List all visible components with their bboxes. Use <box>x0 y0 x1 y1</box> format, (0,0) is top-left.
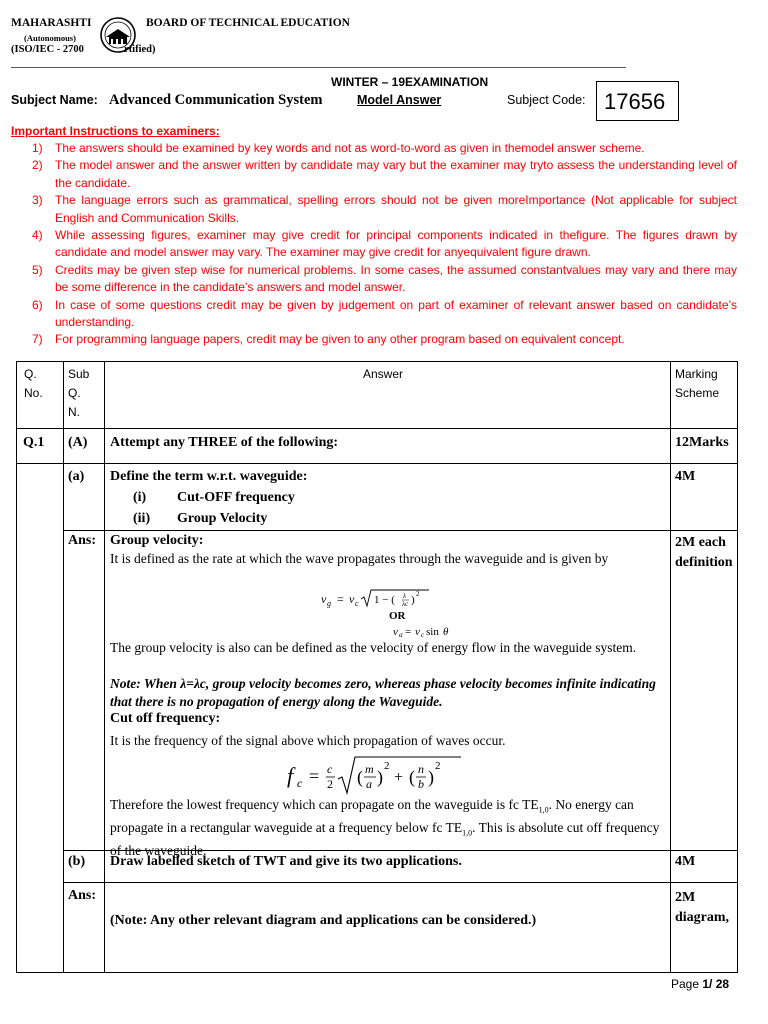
paragraph-text: . No energy can propagate in a rectangular waveguide at a frequency below fc TE <box>110 797 634 836</box>
instruction-text: The answers should be examined by key words and not as word-to-word as given in themodel answer scheme. <box>55 141 645 155</box>
instruction-number: 4) <box>32 228 43 243</box>
instruction-item <box>11 140 737 157</box>
row-divider <box>63 882 737 883</box>
instruction-item <box>11 331 737 348</box>
equation-or: OR <box>389 610 406 622</box>
instruction-number: 7) <box>32 332 43 347</box>
cutoff-frequency-equation <box>285 753 485 797</box>
svg-text:v: v <box>393 626 398 637</box>
svg-text:λc: λc <box>402 600 409 608</box>
row-divider <box>17 428 737 429</box>
header-rule <box>11 67 626 68</box>
cutoff-frequency-title: Cut off frequency: <box>110 711 221 726</box>
iso-label-right: rtified) <box>124 44 156 55</box>
instruction-number: 3) <box>32 193 43 208</box>
svg-text:v: v <box>321 592 327 606</box>
header-text: Q. <box>24 367 37 381</box>
svg-text:2: 2 <box>384 760 390 772</box>
org-name-right: BOARD OF TECHNICAL EDUCATION <box>146 17 350 29</box>
svg-text:(: ( <box>357 767 363 787</box>
answer-note: (Note: Any other relevant diagram and applications can be considered.) <box>110 913 537 928</box>
svg-text:=: = <box>337 592 344 606</box>
svg-text:=: = <box>309 766 320 786</box>
subject-code-label: Subject Code: <box>507 93 586 107</box>
exam-title: WINTER – 19EXAMINATION <box>331 75 489 89</box>
svg-text:): ) <box>377 767 383 787</box>
header-q-no <box>24 365 43 403</box>
col-divider <box>104 362 105 972</box>
sub-question-number: (b) <box>68 854 86 869</box>
instruction-text: The language errors such as grammatical, spelling errors should not be given moreImportance (Not applicable for subject English and Communication Skills. <box>55 193 737 225</box>
instruction-item <box>11 157 737 192</box>
svg-text:a: a <box>366 777 372 791</box>
svg-text:sin: sin <box>426 626 439 637</box>
instructions-list <box>11 140 737 349</box>
svg-text:2: 2 <box>435 760 441 772</box>
question-marks: 4M <box>675 854 696 869</box>
svg-text:): ) <box>428 767 434 787</box>
marks-text: 2M <box>675 890 696 905</box>
header-sub-q-no <box>68 365 89 422</box>
question-subitem-number: (i) <box>133 490 147 505</box>
svg-text:c: c <box>327 762 333 776</box>
group-velocity-paragraph: The group velocity is also can be defined as the velocity of energy flow in the waveguide system. <box>110 640 637 655</box>
org-name-left: MAHARASHTI <box>11 17 92 29</box>
autonomous-label: (Autonomous) <box>24 33 76 43</box>
header-text: No. <box>24 386 43 400</box>
instruction-item <box>11 192 737 227</box>
answer-label: Ans: <box>68 888 97 903</box>
instruction-text: For programming language papers, credit may be given to any other program based on equivalent concept. <box>55 332 625 347</box>
instruction-number: 5) <box>32 262 43 277</box>
iso-label-left: (ISO/IEC - 2700 <box>11 44 84 55</box>
svg-text:+: + <box>394 769 404 786</box>
col-divider <box>670 362 671 972</box>
marks-text: 2M each <box>675 535 726 550</box>
header-text: Scheme <box>675 386 720 400</box>
sub-question-number: (A) <box>68 435 88 450</box>
instruction-text: In case of some questions credit may be given by judgement on part of examiner of relevant answer based on candidate’s understanding. <box>55 297 737 330</box>
instruction-text: While assessing figures, examiner may give credit for principal components indicated in thefigure. The figures drawn by candidate and model answer may vary. The examiner may give credit for anyequivalent figure drawn. <box>55 228 737 260</box>
header-marking-scheme <box>675 365 719 403</box>
model-answer-label: Model Answer <box>357 93 442 107</box>
svg-text:c: c <box>297 776 303 790</box>
answer-label: Ans: <box>68 533 97 548</box>
header-text: Sub <box>68 367 90 381</box>
marks-text: definition <box>675 555 733 570</box>
row-divider <box>17 463 737 464</box>
question-marks: 12Marks <box>675 435 729 450</box>
header-text: Q. <box>68 386 81 400</box>
instructions-title: Important Instructions to examiners: <box>11 124 220 138</box>
equation-graphic <box>285 753 485 797</box>
svg-text:c: c <box>355 599 359 608</box>
sub-question-number: (a) <box>68 469 85 484</box>
question-subitem-number: (ii) <box>133 511 151 526</box>
mode-subscript: 1,0 <box>462 828 473 838</box>
answer-marks <box>675 533 733 573</box>
marks-text: diagram, <box>675 910 730 925</box>
svg-text:2: 2 <box>416 590 420 598</box>
svg-text:(: ( <box>409 767 415 787</box>
svg-text:θ: θ <box>443 626 449 637</box>
instruction-item <box>11 297 737 332</box>
svg-text:): ) <box>411 594 415 606</box>
question-text: Draw labelled sketch of TWT and give its two applications. <box>110 854 462 869</box>
page-count: 1/ 28 <box>702 977 730 991</box>
cutoff-frequency-paragraph <box>110 796 666 860</box>
question-text: Define the term w.r.t. waveguide: <box>110 469 308 484</box>
question-number: Q.1 <box>23 435 45 450</box>
header-text: N. <box>68 405 80 419</box>
svg-text:λ: λ <box>403 592 407 600</box>
svg-text:1 − (: 1 − ( <box>374 594 395 606</box>
svg-text:f: f <box>287 763 294 788</box>
subject-code: 17656 <box>604 89 666 114</box>
group-velocity-title: Group velocity: <box>110 533 204 548</box>
row-divider <box>63 530 737 531</box>
col-divider <box>63 362 64 972</box>
subject-name-label: Subject Name: <box>11 93 98 107</box>
instruction-text: Credits may be given step wise for numerical problems. In some cases, the assumed constantvalues may vary and there may be some difference in the candidate’s answers and model answer. <box>55 262 737 295</box>
paragraph-text: Therefore the lowest frequency which can propagate on the waveguide is fc TE <box>110 797 539 812</box>
svg-text:b: b <box>418 777 424 791</box>
cutoff-frequency-definition: It is the frequency of the signal above which propagation of waves occur. <box>110 733 506 748</box>
page-label: Page <box>671 977 703 991</box>
svg-text:c: c <box>421 631 425 637</box>
svg-text:=: = <box>405 626 412 637</box>
answer-table <box>16 361 738 973</box>
header-text: Marking <box>675 367 718 381</box>
svg-text:n: n <box>418 762 424 776</box>
question-subitem-text: Cut-OFF frequency <box>177 490 295 505</box>
question-marks: 4M <box>675 469 696 484</box>
paragraph-text: . This is absolute cut off frequency of the waveguide. <box>110 820 660 859</box>
instruction-text: The model answer and the answer written by candidate may vary but the examiner may tryto assess the understanding level of the candidate. <box>55 158 737 190</box>
header-answer: Answer <box>363 367 404 381</box>
answer-marks <box>675 888 729 928</box>
svg-text:2: 2 <box>327 777 333 791</box>
svg-text:g: g <box>399 631 403 637</box>
svg-text:g: g <box>327 599 331 608</box>
question-text: Attempt any THREE of the following: <box>110 435 339 450</box>
svg-text:m: m <box>365 762 374 776</box>
group-velocity-definition: It is defined as the rate at which the wave propagates through the waveguide and is given by <box>110 551 609 566</box>
instruction-number: 6) <box>32 297 43 312</box>
question-subitem-text: Group Velocity <box>177 511 268 526</box>
svg-text:v: v <box>349 592 355 606</box>
instruction-item <box>11 262 737 297</box>
svg-text:v: v <box>415 626 420 637</box>
instruction-item <box>11 227 737 262</box>
instruction-number: 1) <box>32 141 43 155</box>
page-number <box>671 977 729 991</box>
mode-subscript: 1,0 <box>538 805 549 815</box>
group-velocity-note: Note: When λ=λc, group velocity becomes zero, whereas phase velocity becomes infinite indicating that there is no propagation of energy along the Waveguide. <box>110 676 656 709</box>
subject-name: Advanced Communication System <box>109 92 323 108</box>
instruction-number: 2) <box>32 158 43 173</box>
